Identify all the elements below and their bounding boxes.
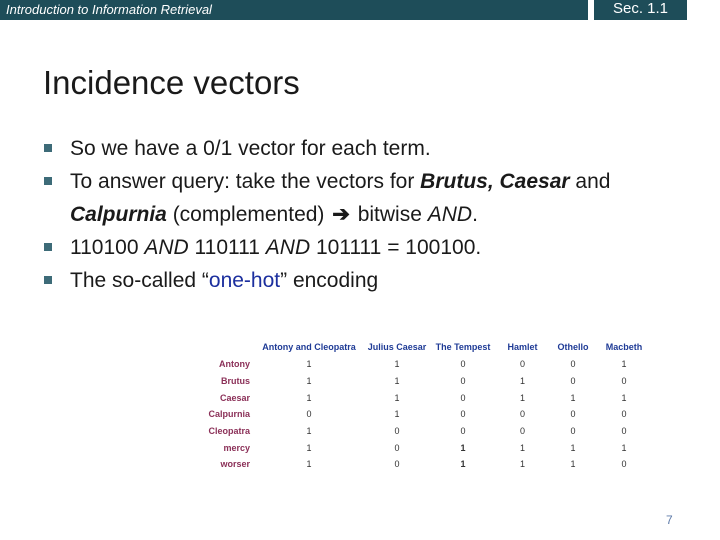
table-cell: 1: [306, 426, 312, 437]
bullet-text: To answer query: take the vectors for: [70, 170, 421, 193]
bullet-1: [44, 132, 704, 165]
column-header: Othello: [557, 342, 589, 352]
table-cell: 0: [621, 459, 627, 470]
term-label: Brutus: [221, 376, 250, 387]
table-row: [196, 456, 651, 473]
bullet-marker-icon: [44, 243, 52, 251]
column-header: The Tempest: [435, 342, 491, 352]
bullet-text: The so-called “: [70, 269, 209, 292]
one-hot-term: one-hot: [208, 269, 281, 292]
bullet-3: [44, 231, 704, 264]
incidence-table-area: [196, 338, 651, 473]
table-cell: 1: [460, 459, 466, 470]
table-cell: 0: [570, 409, 576, 420]
term-label: Cleopatra: [208, 426, 250, 437]
table-cell: 1: [394, 409, 400, 420]
table-cell: 0: [460, 392, 466, 403]
table-cell: 0: [460, 409, 466, 420]
column-header: Julius Caesar: [367, 342, 427, 352]
table-cell: 0: [570, 376, 576, 387]
table-cell: 1: [306, 376, 312, 387]
table-cell: 0: [460, 376, 466, 387]
arrow-right-icon: ➔: [332, 203, 350, 226]
and-operator: AND: [427, 203, 473, 226]
term-label: Antony: [219, 359, 250, 370]
table-cell: 1: [621, 359, 627, 370]
column-header: Antony and Cleopatra: [262, 342, 356, 352]
table-cell: 1: [306, 392, 312, 403]
table-cell: 0: [394, 442, 400, 453]
table-cell: 1: [519, 442, 525, 453]
table-cell: 0: [519, 426, 525, 437]
bullet-text: 110111: [188, 236, 266, 259]
table-cell: 0: [394, 459, 400, 470]
term-label: Caesar: [219, 392, 250, 403]
table-cell: 0: [460, 426, 466, 437]
bullet-text: 101111 = 100100.: [310, 236, 482, 259]
table-cell: 1: [621, 442, 627, 453]
course-title: Introduction to Information Retrieval: [6, 2, 212, 17]
table-cell: 0: [519, 359, 525, 370]
table-header-row: [196, 338, 651, 356]
table-cell: 1: [394, 359, 400, 370]
bullet-marker-icon: [44, 177, 52, 185]
table-cell: 1: [621, 392, 627, 403]
bullet-text: So we have a 0/1 vector for each term.: [70, 137, 431, 160]
term-label: Calpurnia: [208, 409, 250, 420]
header-bar: [0, 0, 588, 20]
bullet-marker-icon: [44, 276, 52, 284]
bullet-list: [44, 132, 704, 297]
table-row: [196, 373, 651, 390]
table-cell: 1: [394, 392, 400, 403]
bullet-4: [44, 264, 704, 297]
table-cell: 1: [306, 359, 312, 370]
table-row: [196, 439, 651, 456]
and-operator: AND: [144, 236, 189, 259]
table-row: [196, 406, 651, 423]
bullet-text: ” encoding: [280, 269, 379, 292]
and-operator: AND: [265, 236, 311, 259]
query-term-calpurnia: Calpurnia: [70, 203, 167, 226]
bullet-text: and: [569, 170, 611, 193]
table-cell: 1: [306, 459, 312, 470]
term-label: mercy: [223, 442, 250, 453]
table-cell: 1: [394, 376, 400, 387]
bullet-text: 110100: [70, 236, 145, 259]
table-cell: 1: [519, 392, 525, 403]
table-cell: 0: [460, 359, 466, 370]
incidence-matrix: [196, 338, 651, 473]
table-cell: 1: [570, 392, 576, 403]
bullet-2: [44, 165, 704, 231]
table-cell: 0: [570, 359, 576, 370]
table-cell: 1: [519, 376, 525, 387]
table-cell: 0: [519, 409, 525, 420]
table-row: [196, 356, 651, 373]
table-cell: 1: [570, 442, 576, 453]
column-header: Macbeth: [605, 342, 643, 352]
section-box: [594, 0, 687, 20]
table-cell: 1: [519, 459, 525, 470]
bullet-marker-icon: [44, 144, 52, 152]
table-cell: 0: [621, 376, 627, 387]
table-cell: 0: [306, 409, 312, 420]
table-cell: 1: [306, 442, 312, 453]
slide-title: Incidence vectors: [43, 64, 300, 101]
term-label: worser: [220, 459, 250, 470]
corner-cell: [196, 338, 254, 356]
bullet-text: .: [472, 203, 478, 226]
bullet-text: bitwise: [351, 203, 428, 226]
query-terms: Brutus, Caesar: [420, 170, 570, 193]
table-row: [196, 423, 651, 440]
table-cell: 1: [570, 459, 576, 470]
table-cell: 0: [570, 426, 576, 437]
section-label: Sec. 1.1: [612, 0, 669, 17]
table-row: [196, 389, 651, 406]
table-cell: 1: [460, 442, 466, 453]
table-cell: 0: [621, 426, 627, 437]
bullet-text: (complemented): [166, 203, 331, 226]
column-header: Hamlet: [507, 342, 538, 352]
page-number: 7: [666, 513, 673, 527]
table-cell: 0: [621, 409, 627, 420]
table-cell: 0: [394, 426, 400, 437]
